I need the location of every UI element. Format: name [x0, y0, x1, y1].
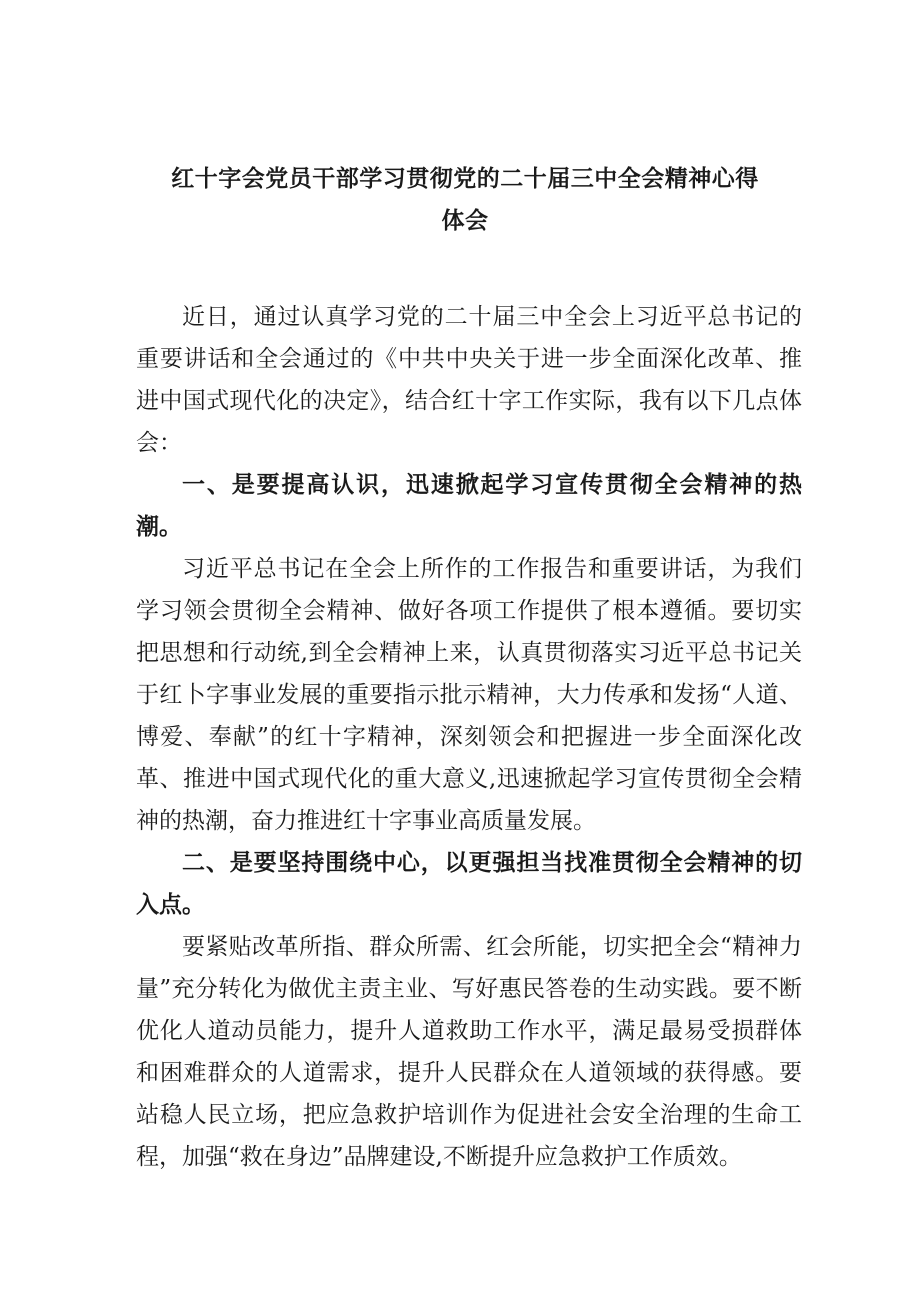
document-body: [136, 296, 802, 1178]
section-heading-1: 一、是要提高认识，迅速掀起学习宣传贯彻全会精神的热潮。: [136, 472, 802, 540]
section-paragraph-1: 习近平总书记在全会上所作的工作报告和重要讲话，为我们学习领会贯彻全会精神、做好各项工作提供了根本遵循。要切实把思想和行动统,到全会精神上来，认真贯彻落实习近平总书记关于红卜字事业发展的重要指示批示精神，大力传承和发扬“人道、博爱、奉献”的红十字精神，深刻领会和把握进一步全面深化改革、推进中国式现代化的重大意义,迅速掀起学习宣传贯彻全会精神的热潮，奋力推进红十字事业高质量发展。: [136, 556, 802, 834]
section-paragraph-2: 要紧贴改革所指、群众所需、红会所能，切实把全会“精神力量”充分转化为做优主责主业、写好惠民答卷的生动实践。要不断优化人道动员能力，提升人道救助工作水平，满足最易受损群体和困难群众的人道需求，提升人民群众在人道领域的获得感。要站稳人民立场，把应急救护培训作为促进社会安全治理的生命工程，加强“救在身边”品牌建设,不断提升应急救护工作质效。: [136, 934, 802, 1170]
document-title: [130, 158, 800, 242]
title-line-1: 红十字会党员干部学习贯彻党的二十届三中全会精神心得: [171, 166, 759, 192]
section-heading-2: 二、是要坚持围绕中心，以更强担当找准贯彻全会精神的切入点。: [136, 850, 802, 918]
intro-paragraph: 近日，通过认真学习党的二十届三中全会上习近平总书记的重要讲话和全会通过的《中共中央关于进一步全面深化改革、推进中国式现代化的决定》，结合红十字工作实际，我有以下几点体会：: [136, 304, 802, 456]
title-line-2: 体会: [441, 208, 489, 234]
